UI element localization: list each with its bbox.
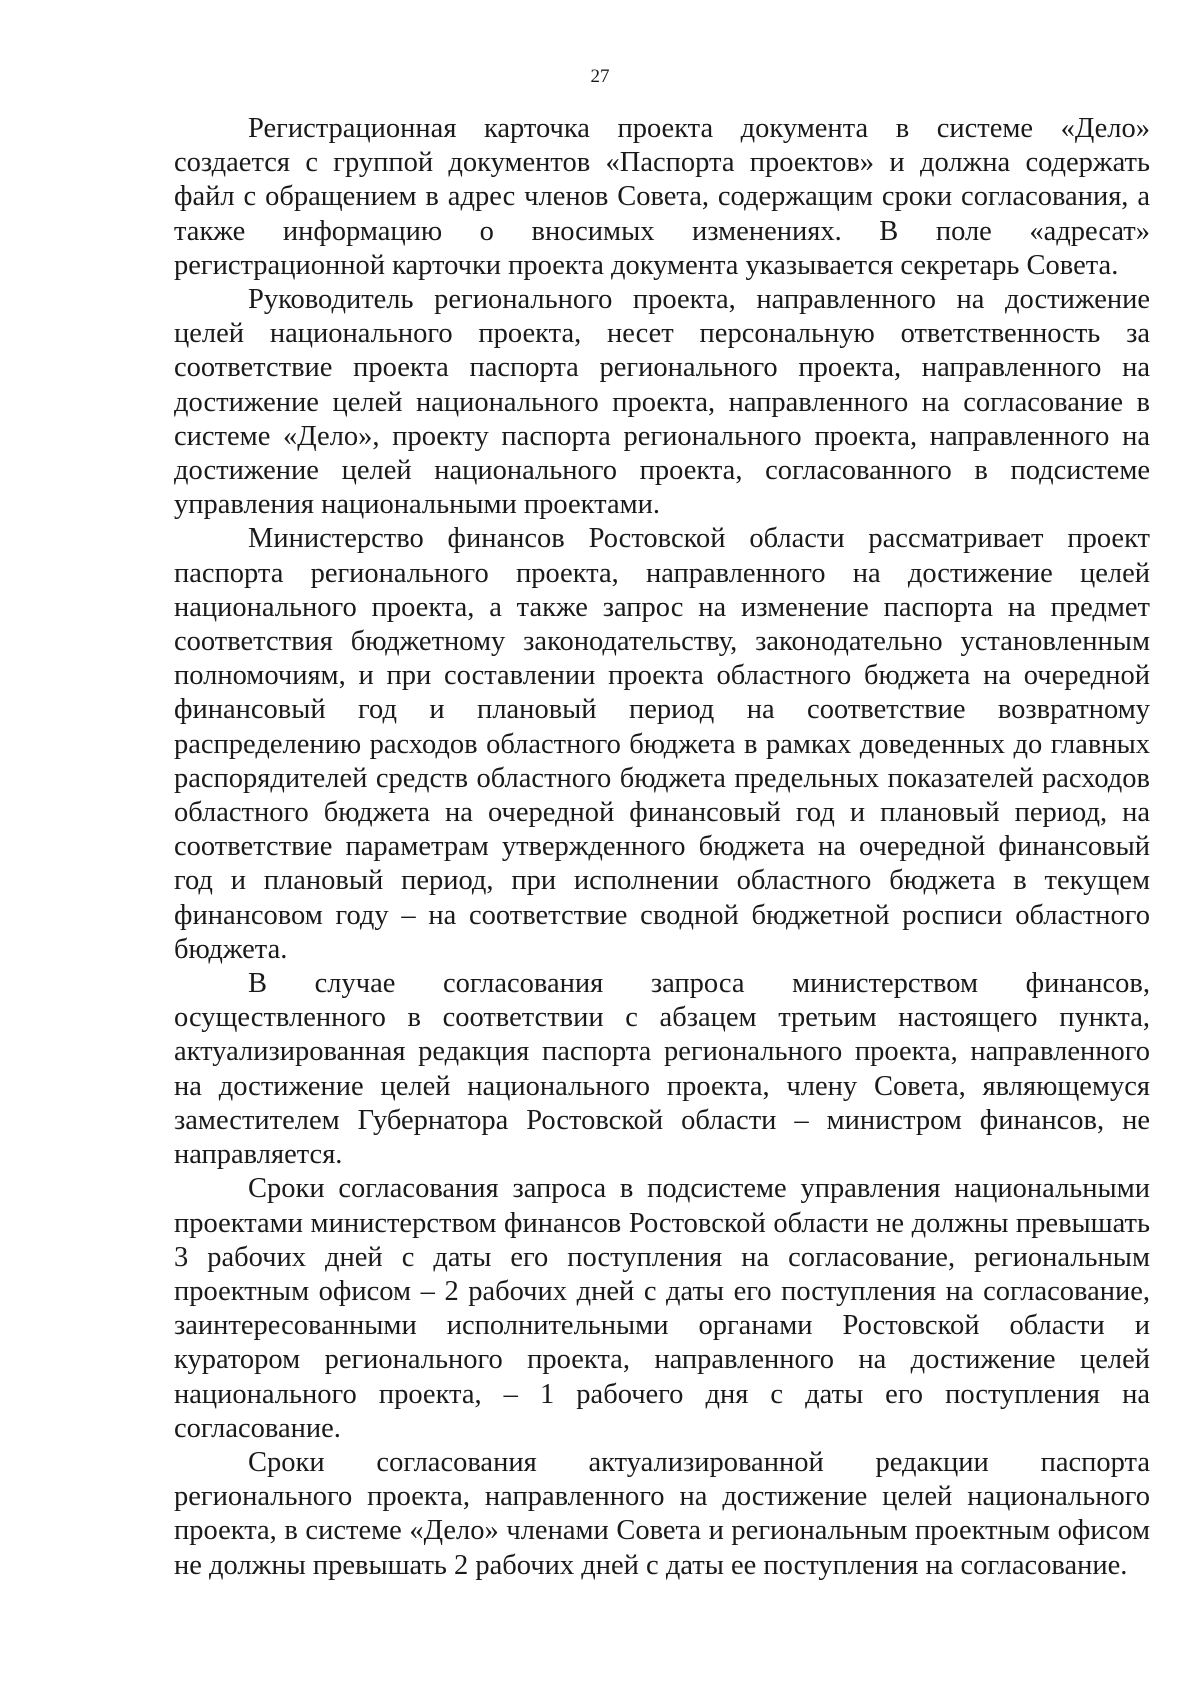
paragraph-request-approval-deadlines: Сроки согласования запроса в подсистеме управления национальными проектами министерством финансов Ростовской области не должны превышать 3 рабочих дней с даты его поступления на согласование, региональным проектным офисом – 2 рабочих дней с даты его поступления на согласование, заинтересованными исполнительными органами Ростовской области и куратором регионального проекта, направленного на достижение целей национального проекта, – 1 рабочего дня с даты его поступления на согласование. (174, 1173, 1150, 1444)
paragraph-ministry-of-finance-review: Министерство финансов Ростовской области рассматривает проект паспорта регионального проекта, направленного на достижение целей национального проекта, а также запрос на изменение паспорта на предмет соответствия бюджетному законодательству, законодательно установленным полномочиям, и при составлении проекта областного бюджета на очередной финансовый год и плановый период на соответствие возвратному распределению расходов областного бюджета в рамках доведенных до главных распорядителей средств областного бюджета предельных показателей расходов областного бюджета на очередной финансовый год и плановый период, на соответствие параметрам утвержденного бюджета на очередной финансовый год и плановый период, при исполнении областного бюджета в текущем финансовом году – на соответствие сводной бюджетной росписи областного бюджета. (174, 523, 1150, 965)
paragraph-approval-case: В случае согласования запроса министерством финансов, осуществленного в соответствии с абзацем третьим настоящего пункта, актуализированная редакция паспорта регионального проекта, направленного на достижение целей национального проекта, члену Совета, являющемуся заместителем Губернатора Ростовской области – министром финансов, не направляется. (174, 968, 1150, 1171)
page-number: 27 (590, 66, 610, 87)
document-body (174, 112, 1150, 1583)
paragraph-registration-card: Регистрационная карточка проекта документа в системе «Дело» создается с группой документов «Паспорта проектов» и должна содержать файл с обращением в адрес членов Совета, содержащим сроки согласования, а также информацию о вносимых изменениях. В поле «адресат» регистрационной карточки проекта документа указывается секретарь Совета. (174, 113, 1150, 281)
paragraph-passport-approval-deadlines: Сроки согласования актуализированной редакции паспорта регионального проекта, направленного на достижение целей национального проекта, в системе «Дело» членами Совета и региональным проектным офисом не должны превышать 2 рабочих дней с даты ее поступления на согласование. (174, 1446, 1150, 1581)
paragraph-project-head-responsibility: Руководитель регионального проекта, направленного на достижение целей национального проекта, несет персональную ответственность за соответствие проекта паспорта регионального проекта, направленного на достижение целей национального проекта, направленного на согласование в системе «Дело», проекту паспорта регионального проекта, направленного на достижение целей национального проекта, согласованного в подсистеме управления национальными проектами. (174, 284, 1150, 521)
